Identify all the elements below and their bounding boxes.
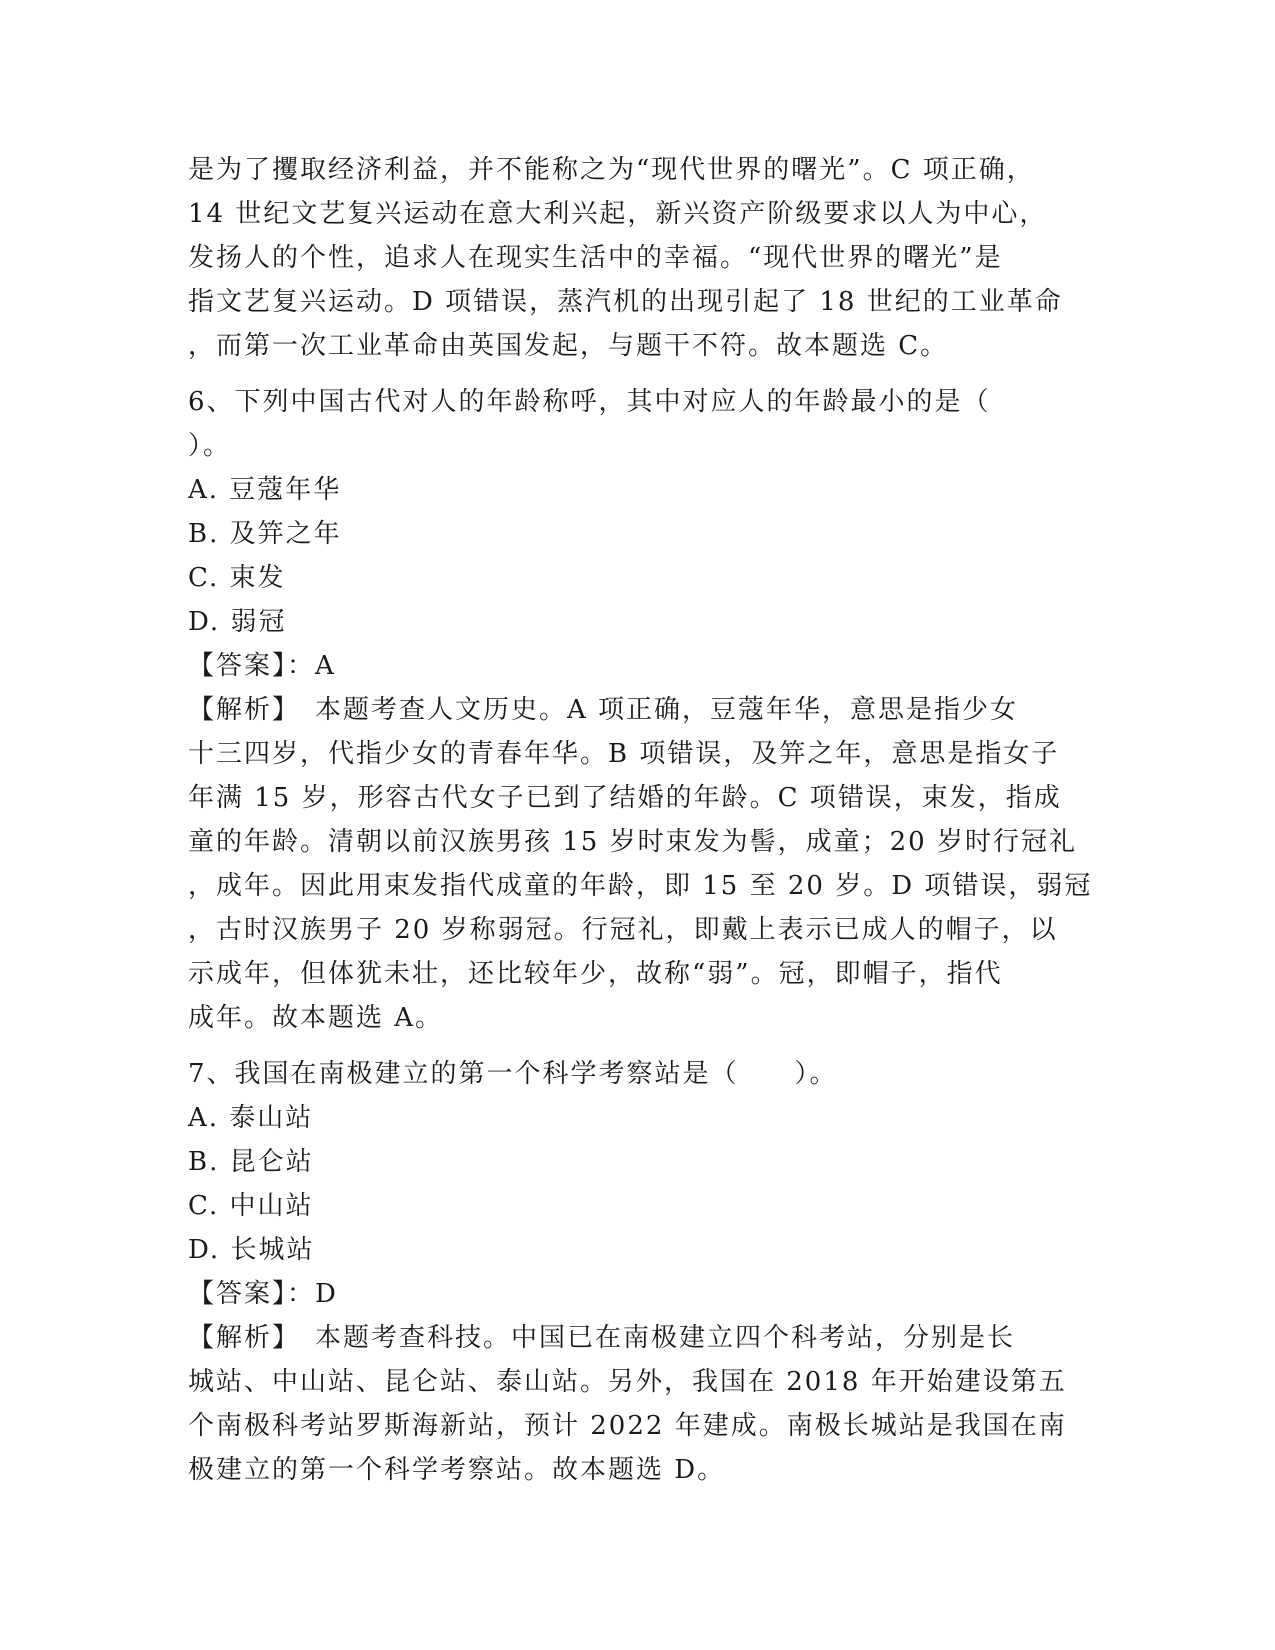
question-7 [188, 1052, 1088, 1492]
explanation-line: 是为了攫取经济利益，并不能称之为“现代世界的曙光”。C 项正确， [188, 155, 1035, 185]
option-d: D. 弱冠 [188, 607, 287, 637]
explanation-line: 个南极科考站罗斯海新站，预计 2022 年建成。南极长城站是我国在南 [188, 1411, 1067, 1441]
answer-line: 【答案】：D [188, 1279, 338, 1309]
explanation-line: 【解析】 本题考查科技。中国已在南极建立四个科考站，分别是长 [188, 1323, 1016, 1353]
question-stem: ）。 [188, 431, 232, 461]
option-a: A. 豆蔻年华 [188, 475, 342, 505]
explanation-line: 14 世纪文艺复兴运动在意大利兴起，新兴资产阶级要求以人为中心， [188, 199, 1048, 229]
question-stem: 6、下列中国古代对人的年龄称呼，其中对应人的年龄最小的是（ [188, 387, 991, 417]
explanation-line: ，古时汉族男子 20 岁称弱冠。行冠礼，即戴上表示已成人的帽子，以 [188, 915, 1058, 945]
option-c: C. 中山站 [188, 1191, 314, 1221]
option-b: B. 昆仑站 [188, 1147, 314, 1177]
explanation-line: 成年。故本题选 A。 [188, 1003, 444, 1033]
option-d: D. 长城站 [188, 1235, 315, 1265]
question-stem: 7、我国在南极建立的第一个科学考察站是（ ）。 [188, 1059, 838, 1089]
answer-line: 【答案】：A [188, 651, 336, 681]
explanation-line: 发扬人的个性，追求人在现实生活中的幸福。“现代世界的曙光”是 [188, 243, 1003, 273]
option-c: C. 束发 [188, 563, 286, 593]
previous-explanation [188, 148, 1088, 368]
explanation-line: 示成年，但体犹未壮，还比较年少，故称“弱”。冠，即帽子，指代 [188, 959, 1003, 989]
explanation-line: 指文艺复兴运动。D 项错误，蒸汽机的出现引起了 18 世纪的工业革命 [188, 287, 1063, 317]
explanation-line: 童的年龄。清朝以前汉族男孩 15 岁时束发为髻，成童；20 岁时行冠礼 [188, 827, 1077, 857]
explanation-line: 极建立的第一个科学考察站。故本题选 D。 [188, 1455, 726, 1485]
explanation-line: ，而第一次工业革命由英国发起，与题干不符。故本题选 C。 [188, 331, 949, 361]
explanation-line: ，成年。因此用束发指代成童的年龄，即 15 至 20 岁。D 项错误，弱冠 [188, 871, 1093, 901]
explanation-line: 【解析】 本题考查人文历史。A 项正确，豆蔻年华，意思是指少女 [188, 695, 1019, 725]
explanation-line: 城站、中山站、昆仑站、泰山站。另外，我国在 2018 年开始建设第五 [188, 1367, 1067, 1397]
question-6 [188, 380, 1093, 1040]
spacer [188, 368, 1088, 380]
explanation-line: 年满 15 岁，形容古代女子已到了结婚的年龄。C 项错误，束发，指成 [188, 783, 1062, 813]
spacer [188, 1040, 1088, 1052]
document-page [188, 148, 1093, 1492]
explanation-line: 十三四岁，代指少女的青春年华。B 项错误，及笄之年，意思是指女子 [188, 739, 1060, 769]
option-b: B. 及笄之年 [188, 519, 342, 549]
option-a: A. 泰山站 [188, 1103, 314, 1133]
